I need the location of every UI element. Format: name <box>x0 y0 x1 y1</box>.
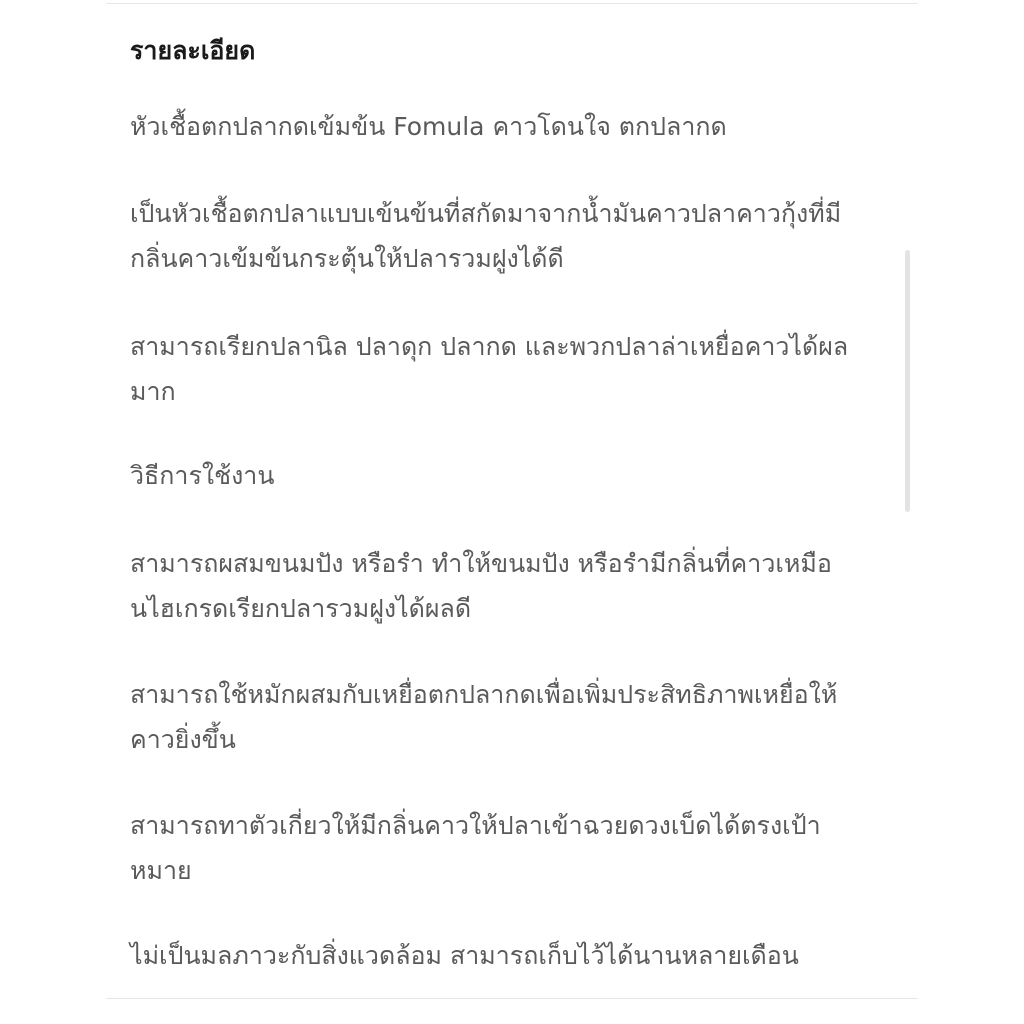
description-line: ไม่เป็นมลภาวะกับสิ่งแวดล้อม สามารถเก็บไว้ได้นานหลายเดือน <box>130 941 799 970</box>
description-line: มาก <box>130 377 176 406</box>
description-paragraph <box>130 933 900 978</box>
description-line: สามารถผสมขนมปัง หรือรำ ทำให้ขนมปัง หรือรำมีกลิ่นที่คาวเหมือ <box>130 549 832 578</box>
description-line: หัวเชื้อตกปลากดเข้มข้น Fomula คาวโดนใจ ตกปลากด <box>130 112 727 141</box>
description-line: สามารถใช้หมักผสมกับเหยื่อตกปลากดเพื่อเพิ่มประสิทธิภาพเหยื่อให้ <box>130 680 838 709</box>
description-paragraph <box>130 191 900 281</box>
description-line: คาวยิ่งขึ้น <box>130 725 236 754</box>
description-paragraph <box>130 803 900 893</box>
usage-heading <box>130 453 900 498</box>
description-paragraph <box>130 672 900 762</box>
description-line: กลิ่นคาวเข้มข้นกระตุ้นให้ปลารวมฝูงได้ดี <box>130 244 564 273</box>
description-paragraph <box>130 324 900 414</box>
description-line: สามารถเรียกปลานิล ปลาดุก ปลากด และพวกปลาล่าเหยื่อคาวได้ผล <box>130 332 849 361</box>
description-line: นไฮเกรดเรียกปลารวมฝูงได้ผลดี <box>130 594 472 623</box>
description-line: วิธีการใช้งาน <box>130 461 275 490</box>
description-paragraph <box>130 104 900 149</box>
vertical-scrollbar[interactable] <box>902 250 912 512</box>
description-line: หมาย <box>130 856 192 885</box>
description-line: เป็นหัวเชื้อตกปลาแบบเข้นข้นที่สกัดมาจากน้ำมันคาวปลาคาวกุ้งที่มี <box>130 199 842 228</box>
description-line: สามารถทาตัวเกี่ยวให้มีกลิ่นคาวให้ปลาเข้าฉวยดวงเบ็ดได้ตรงเป้า <box>130 811 821 840</box>
section-title: รายละเอียด <box>130 36 256 65</box>
scrollbar-thumb[interactable] <box>905 250 910 512</box>
description-paragraph <box>130 541 900 631</box>
